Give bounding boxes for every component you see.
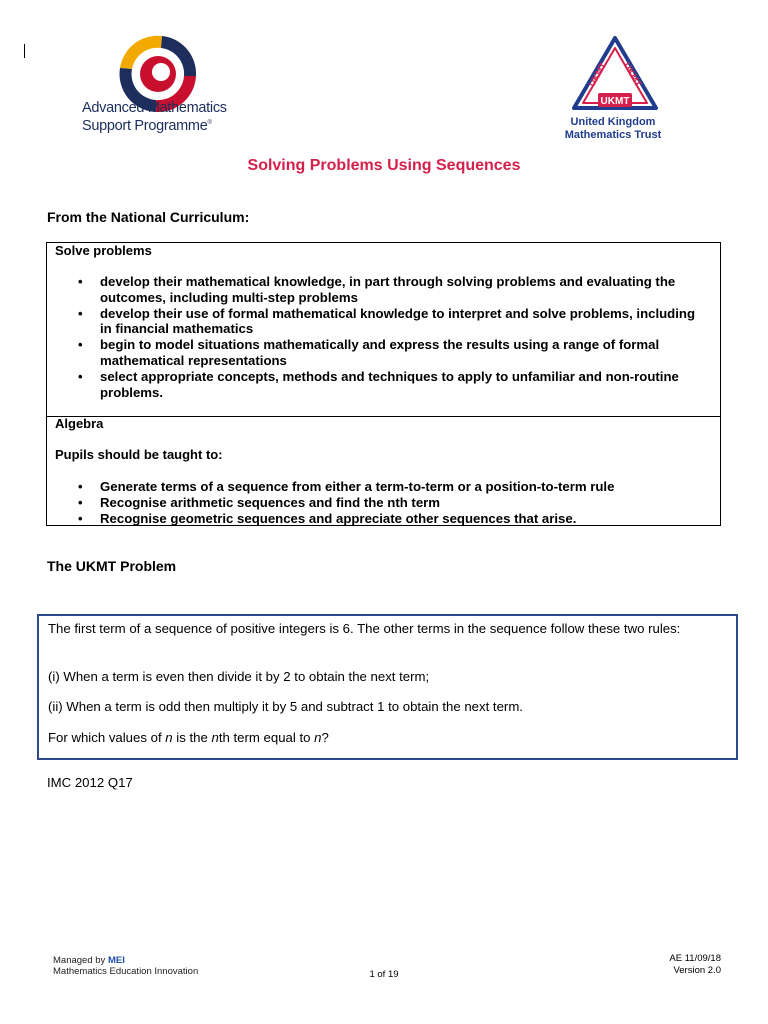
list-item: • begin to model situations mathematically and express the results using a range of formal mathematical representations: [78, 337, 660, 368]
solve-problems-label: Solve problems: [55, 243, 152, 258]
problem-rule-2: (ii) When a term is odd then multiply it by 5 and subtract 1 to obtain the next term.: [48, 699, 523, 714]
bullet-icon: •: [78, 274, 83, 289]
algebra-label: Algebra: [55, 416, 104, 431]
mei-logo-text: MEI: [107, 955, 125, 966]
amsp-line-2: Support Programme®: [82, 117, 212, 134]
document-title: Solving Problems Using Sequences: [247, 157, 521, 174]
svg-text:UKMT: UKMT: [586, 60, 609, 89]
registered-mark: ®: [207, 120, 212, 126]
problem-question: For which values of n is the nth term equal to n?: [48, 730, 329, 745]
bullet-icon: •: [78, 494, 83, 510]
bullet-icon: •: [78, 305, 83, 321]
mei-full-name: Mathematics Education Innovation: [53, 966, 199, 977]
problem-box: [37, 614, 738, 760]
list-item: • select appropriate concepts, methods and techniques to apply to unfamiliar and non-routine problems.: [78, 368, 679, 400]
list-item: • Recognise geometric sequences and appreciate other sequences that arise.: [78, 510, 577, 526]
managed-by-line: Managed by MEI: [53, 955, 125, 966]
svg-text:UKMT: UKMT: [600, 96, 630, 107]
bullet-icon: •: [78, 510, 83, 526]
bullet-icon: •: [78, 368, 83, 384]
table-divider: [47, 416, 720, 417]
bullet-icon: •: [78, 337, 83, 353]
version-label: Version 2.0: [673, 965, 721, 976]
list-item: • Recognise arithmetic sequences and find the nth term: [78, 494, 441, 510]
list-item: • develop their mathematical knowledge, in part through solving problems and evaluating the outcomes, including multi-step problems: [78, 274, 676, 305]
document-code: AE 11/09/18: [669, 953, 721, 964]
svg-text:UKMT: UKMT: [621, 60, 644, 89]
curriculum-table: [46, 242, 721, 526]
list-item: • Generate terms of a sequence from either a term-to-term or a position-to-term rule: [78, 479, 615, 494]
ukmt-problem-heading: The UKMT Problem: [47, 558, 177, 574]
ukmt-logo-icon: [570, 34, 660, 116]
bullet-icon: •: [78, 479, 83, 494]
footer-version: [669, 953, 721, 977]
problem-intro: The first term of a sequence of positive integers is 6. The other terms in the sequence follow these two rules:: [48, 621, 681, 636]
problem-rule-1: (i) When a term is even then divide it by 2 to obtain the next term;: [48, 669, 430, 684]
page-number: 1 of 19: [369, 969, 399, 980]
amsp-line-1: Advanced Mathematics: [82, 100, 227, 116]
solve-problems-list: [47, 274, 720, 400]
curriculum-heading: From the National Curriculum:: [47, 209, 250, 225]
pupils-taught-label: Pupils should be taught to:: [55, 447, 223, 462]
algebra-list: [47, 479, 720, 526]
amsp-logo-text: [82, 101, 252, 134]
ukmt-caption-line-2: Mathematics Trust: [564, 129, 662, 141]
text-cursor: [24, 44, 25, 58]
ukmt-caption-line-1: United Kingdom: [570, 116, 656, 128]
list-item: • develop their use of formal mathematical knowledge to interpret and solve problems, including in financial mathematics: [78, 305, 696, 337]
ukmt-caption: [548, 116, 678, 142]
problem-reference: IMC 2012 Q17: [47, 775, 133, 790]
